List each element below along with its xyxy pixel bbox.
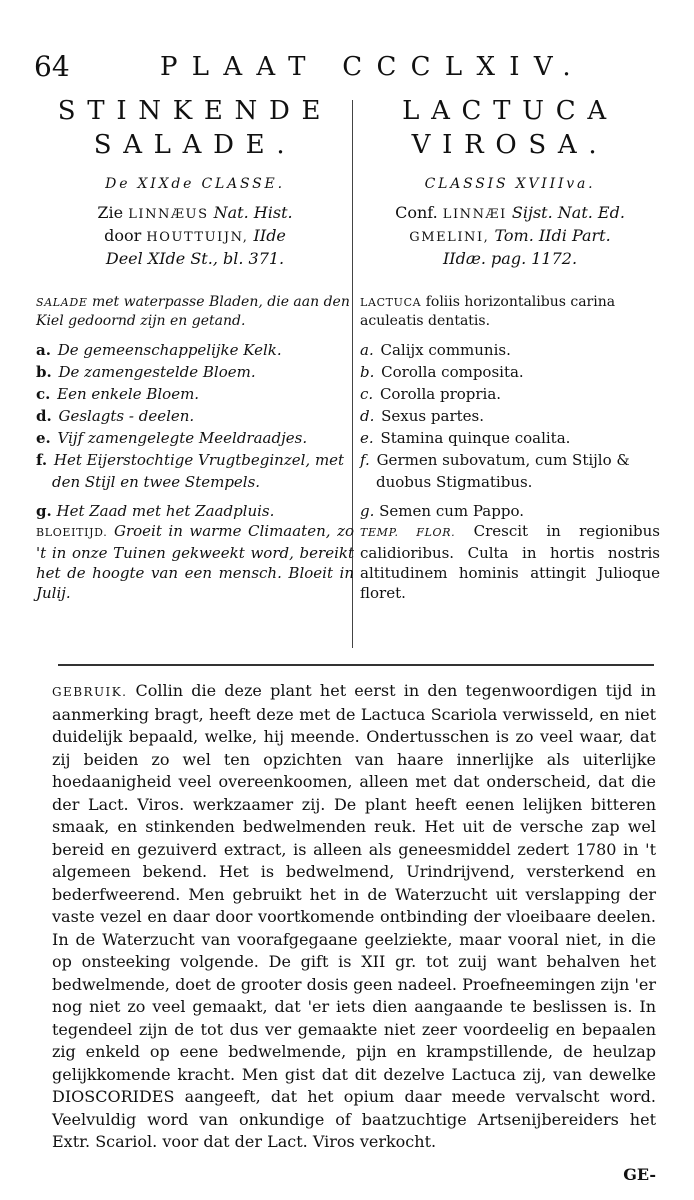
list-item: f. Het Eijerstochtige Vrugtbeginzel, met den Stijl en twee Stempels. bbox=[36, 451, 345, 491]
latin-title-line-1: LACTUCA bbox=[402, 96, 618, 126]
dutch-description bbox=[36, 293, 354, 331]
section-rule bbox=[58, 664, 654, 666]
plate-title: PLAAT CCCLXIV. bbox=[160, 52, 585, 82]
latin-seed-line: g. Semen cum Pappo. bbox=[360, 502, 524, 520]
dutch-title-line-1: STINKENDE bbox=[57, 96, 333, 126]
list-item: c. Corolla propria. bbox=[360, 385, 502, 403]
list-item: b. De zamengestelde Bloem. bbox=[36, 363, 256, 381]
dutch-seed-line: g. Het Zaad met het Zaadpluis. bbox=[36, 502, 275, 520]
list-item: d. Geslagts - deelen. bbox=[36, 407, 195, 425]
ref-text: Zie bbox=[97, 203, 124, 222]
ref-text: door bbox=[104, 226, 142, 245]
ref-work: Nat. Hist. bbox=[213, 203, 293, 222]
latin-reference bbox=[360, 202, 660, 269]
latin-parts-list bbox=[360, 339, 660, 493]
ref-author: HOUTTUIJN, bbox=[146, 230, 249, 245]
ref-volume: IIde bbox=[253, 226, 286, 245]
ref-text: Conf. bbox=[395, 203, 438, 222]
list-item: a. De gemeenschappelijke Kelk. bbox=[36, 341, 282, 359]
latin-description bbox=[360, 293, 660, 331]
dutch-reference bbox=[36, 202, 354, 269]
list-item: e. Stamina quinque coalita. bbox=[360, 429, 571, 447]
dutch-flowering: BLOEITIJD. Groeit in warme Climaaten, zo 't in onze Tuinen gekweekt word, bereikt het de hoogte van een mensch. Bloeit in Julij. bbox=[36, 522, 354, 602]
page-number: 64 bbox=[34, 50, 70, 83]
desc-text: foliis horizontalibus carina aculeatis dentatis. bbox=[360, 294, 616, 329]
usage-label: GEBRUIK. bbox=[52, 685, 128, 699]
ref-work: Sijst. Nat. Ed. bbox=[511, 203, 625, 222]
usage-paragraph bbox=[52, 680, 656, 1154]
desc-label: SALADE bbox=[36, 296, 88, 309]
ref-page: IIdæ. pag. 1172. bbox=[442, 249, 578, 268]
latin-title-line-2: VIROSA. bbox=[411, 130, 609, 160]
list-item: b. Corolla composita. bbox=[360, 363, 524, 381]
list-item: e. Vijf zamengelegte Meeldraadjes. bbox=[36, 429, 308, 447]
catchword: GE- bbox=[623, 1165, 656, 1184]
usage-text: Collin die deze plant het eerst in den tegenwoordigen tijd in aanmerking bragt, heeft deze met de Lactuca Scariola verwisseld, en niet duidelijk bepaald, welke, hij meende. Ondertusschen is zo veel waar, dat zij beiden zo wel ten opzichten van haare innerlijke als uiterlijke hoedaanigheid veel overeenkoomen, alleen met dat onderscheid, dat die der Lact. Viros. werkzaamer zij. De plant heeft eenen lelijken bitteren smaak, en stinkenden bedwelmenden reuk. Het uit de versche zap wel bereid en gezuiverd extract, is alleen als geneesmiddel zedert 1780 in 't algemeen bekend. Het is bedwelmend, Urindrijvend, versterkend en bederfweerend. Men gebruikt het in de Waterzucht uit verslapping der vaste vezel en daar door voortkomende ontbinding der vloeibaare deelen. In de Waterzucht van voorafgegaane geelziekte, maar vooral niet, in die op onsteeking volgende. De gift is XII gr. tot zuij want behalven het bedwelmende, doet de grooter dosis geen nadeel. Proefneemingen zijn 'er nog niet zo veel gemaakt, dat 'er iets dien aangaande te beslissen is. In tegendeel zijn de tot dus ver gemaakte niet zeer voordeelig en bepaalen zig enkeld op eene bedwelmende, pijn en krampstillende, de heulzap gelijkkomende kracht. Men gist dat dit dezelve Lactuca zij, van dewelke DIOSCORIDES aangeeft, dat het opium daar meede vervalscht word. Veelvuldig word van onkundige of baatzuchtige Artsenijbereiders het Extr. Scariol. voor dat der Lact. Viros verkocht. bbox=[52, 681, 656, 1151]
desc-text: met waterpasse Bladen, die aan den Kiel gedoornd zijn en getand. bbox=[36, 294, 350, 329]
latin-flowering: TEMP. FLOR. Crescit in regionibus calidioribus. Culta in hortis nostris altitudinem hominis attingit Julioque floret. bbox=[360, 522, 661, 602]
desc-label: LACTUCA bbox=[360, 296, 422, 309]
latin-column bbox=[360, 94, 660, 603]
list-item: a. Calijx communis. bbox=[360, 341, 511, 359]
list-item: f. Germen subovatum, cum Stijlo & duobus Stigmatibus. bbox=[360, 451, 630, 491]
dutch-title-line-2: SALADE. bbox=[93, 130, 297, 160]
ref-volume: Tom. IIdi Part. bbox=[494, 226, 611, 245]
ref-author: GMELINI, bbox=[409, 230, 490, 245]
ref-author: LINNÆI bbox=[442, 207, 507, 222]
dutch-column bbox=[36, 94, 354, 603]
latin-class-line: CLASSIS XVIIIva. bbox=[424, 176, 596, 192]
dutch-parts-list bbox=[36, 339, 354, 493]
ref-author: LINNÆUS bbox=[128, 207, 209, 222]
list-item: d. Sexus partes. bbox=[360, 407, 484, 425]
ref-page: Deel XIde St., bl. 371. bbox=[105, 249, 285, 268]
list-item: c. Een enkele Bloem. bbox=[36, 385, 200, 403]
dutch-class-line: De XIXde CLASSE. bbox=[105, 176, 285, 192]
